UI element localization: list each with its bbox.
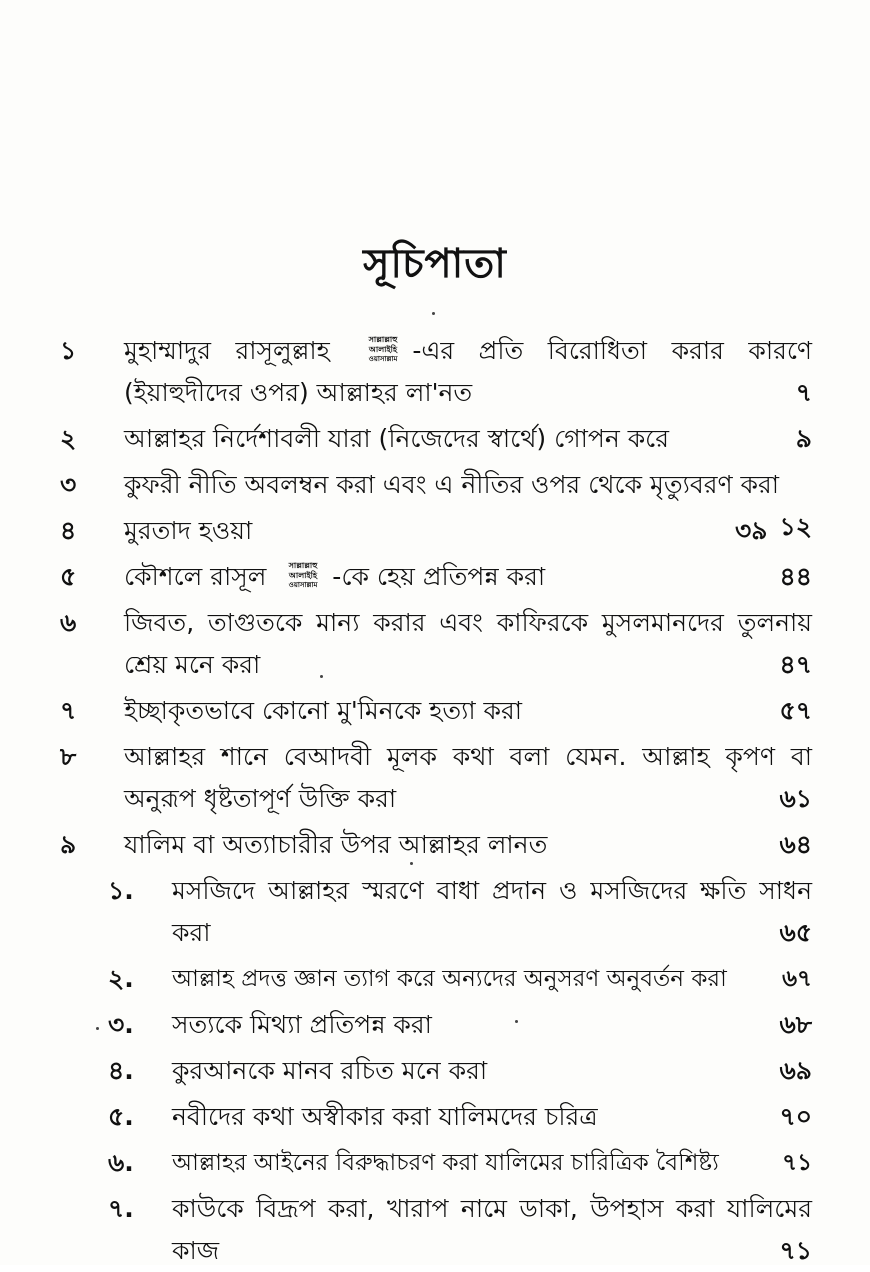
subentry-label: কুরআনকে মানব রচিত মনে করা	[172, 1056, 488, 1085]
print-speck	[432, 312, 435, 315]
entry-number: ৮	[60, 742, 77, 771]
entry-number: ৬	[60, 608, 77, 637]
toc-entry	[60, 556, 812, 598]
entry-number: ৩	[60, 470, 77, 499]
toc-entry	[60, 418, 812, 460]
subentry-label: সত্যকে মিথ্যা প্রতিপন্ন করা	[172, 1010, 432, 1039]
entry-text	[124, 418, 812, 460]
subentry-number: ২.	[108, 964, 134, 993]
entry-label: আল্লাহর নির্দেশাবলী যারা (নিজেদের স্বার্থে) গোপন করে	[124, 424, 669, 453]
subentry-label: নবীদের কথা অস্বীকার করা যালিমদের চরিত্র	[172, 1102, 598, 1131]
entry-label: জিবত, তাগুতকে মান্য করার এবং কাফিরকে মুসলমানদের তুলনায় শ্রেয় মনে করা	[124, 608, 812, 679]
entry-text-after: -কে হেয় প্রতিপন্ন করা	[332, 562, 546, 591]
svg-text:ওয়াসাল্লাম: ওয়াসাল্লাম	[368, 355, 398, 363]
print-speck	[515, 1020, 518, 1023]
toc-entry	[60, 824, 812, 866]
svg-text:সাল্লাল্লাহু: সাল্লাল্লাহু	[288, 561, 318, 570]
svg-text:সাল্লাল্লাহু: সাল্লাল্লাহু	[368, 335, 398, 344]
entry-page-number: ৬৪	[779, 830, 812, 859]
entry-label: মুরতাদ হওয়া	[124, 516, 253, 545]
svg-text:ওয়াসাল্লাম: ওয়াসাল্লাম	[288, 581, 318, 589]
toc-entry	[60, 602, 812, 686]
entry-text	[124, 736, 812, 820]
entry-text	[124, 510, 812, 552]
print-speck	[320, 675, 323, 678]
page-title: সূচিপাতা	[363, 241, 507, 287]
toc-subentry	[60, 958, 812, 1000]
table-of-contents	[60, 330, 812, 1272]
subentry-text	[172, 1142, 812, 1184]
subentry-page-number: ৭১	[779, 1236, 812, 1265]
entry-page-number: ৬১	[779, 784, 812, 813]
entry-text	[124, 824, 812, 866]
entry-label: ইচ্ছাকৃতভাবে কোনো মু'মিনকে হত্যা করা	[124, 696, 523, 725]
entry-page-number: ৯	[795, 424, 812, 453]
subentry-text	[172, 1096, 812, 1138]
toc-subentry	[60, 1188, 812, 1272]
salawat-seal-icon	[356, 333, 410, 363]
entry-text	[124, 556, 812, 598]
subentry-text	[172, 958, 812, 1000]
toc-subentry	[60, 870, 812, 954]
subentry-number: ৪.	[108, 1056, 134, 1085]
entry-page-number: ৪৪	[779, 562, 812, 591]
entry-page-number: ৩৯	[735, 516, 768, 545]
subentry-label: কাউকে বিদ্রূপ করা, খারাপ নামে ডাকা, উপহাস করা যালিমের কাজ	[172, 1194, 812, 1265]
svg-text:আলাইহি: আলাইহি	[289, 571, 318, 580]
entry-text	[124, 330, 812, 414]
entry-label: কুফরী নীতি অবলম্বন করা এবং এ নীতির ওপর থেকে মৃত্যুবরণ করা	[124, 470, 780, 499]
salawat-seal-icon	[276, 559, 330, 589]
svg-text:আলাইহি: আলাইহি	[369, 345, 398, 354]
entry-number: ১	[60, 336, 77, 365]
entry-text-before: মুহাম্মাদুর রাসূলুল্লাহ	[124, 336, 355, 365]
entry-text	[124, 602, 812, 686]
subentry-text	[172, 1050, 812, 1092]
subentry-number: ৭.	[108, 1194, 134, 1223]
subentry-number: ১.	[108, 876, 134, 905]
subentry-label: আল্লাহর আইনের বিরুদ্ধাচরণ করা যালিমের চারিত্রিক বৈশিষ্ট্য	[172, 1150, 719, 1176]
subentry-text	[172, 1004, 812, 1046]
entry-page-number: ৫৭	[779, 696, 812, 725]
toc-subentry	[60, 1142, 812, 1184]
entry-label: যালিম বা অত্যাচারীর উপর আল্লাহর লানত	[124, 830, 548, 859]
toc-entry	[60, 330, 812, 414]
subentry-page-number: ৬৮	[779, 1010, 812, 1039]
entry-page-number: ৭	[795, 378, 812, 407]
subentry-number: ৫.	[108, 1102, 134, 1131]
subentry-text	[172, 870, 812, 954]
entry-number: ৯	[60, 830, 77, 859]
print-speck	[410, 862, 413, 865]
entry-text-after: -এর প্রতি বিরোধিতা করার কারণে (ইয়াহুদীদের ওপর) আল্লাহর লা'নত	[124, 336, 812, 407]
entry-number: ৫	[60, 562, 77, 591]
entry-number: ২	[60, 424, 77, 453]
toc-entry	[60, 690, 812, 732]
toc-subentry	[60, 1096, 812, 1138]
subentry-page-number: ৬৯	[779, 1056, 812, 1085]
entry-text-before: কৌশলে রাসূল	[124, 562, 275, 591]
subentry-text	[172, 1188, 812, 1272]
print-speck	[96, 1027, 99, 1030]
subentry-page-number: ৬৭	[782, 966, 812, 992]
entry-page-number: ১২	[779, 512, 812, 541]
subentry-number: ৬.	[108, 1148, 134, 1177]
toc-entry	[60, 736, 812, 820]
subentry-label: আল্লাহ প্রদত্ত জ্ঞান ত্যাগ করে অন্যদের অনুসরণ অনুবর্তন করা	[172, 966, 727, 992]
entry-number: ৪	[60, 516, 77, 545]
entry-text	[124, 690, 812, 732]
toc-subentry	[60, 1050, 812, 1092]
toc-subentry	[60, 1004, 812, 1046]
entry-page-number: ৪৭	[779, 650, 812, 679]
entry-number: ৭	[60, 696, 77, 725]
subentry-page-number: ৭০	[779, 1102, 812, 1131]
entry-label: আল্লাহর শানে বেআদবী মূলক কথা বলা যেমন. আল্লাহ কৃপণ বা অনুরূপ ধৃষ্টতাপূর্ণ উক্তি করা	[124, 742, 812, 813]
subentry-page-number: ৭১	[782, 1150, 812, 1176]
toc-entry	[60, 510, 812, 552]
subentry-label: মসজিদে আল্লাহর স্মরণে বাধা প্রদান ও মসজিদের ক্ষতি সাধন করা	[172, 876, 812, 947]
subentry-page-number: ৬৫	[779, 918, 812, 947]
subentry-number: ৩.	[108, 1010, 134, 1039]
